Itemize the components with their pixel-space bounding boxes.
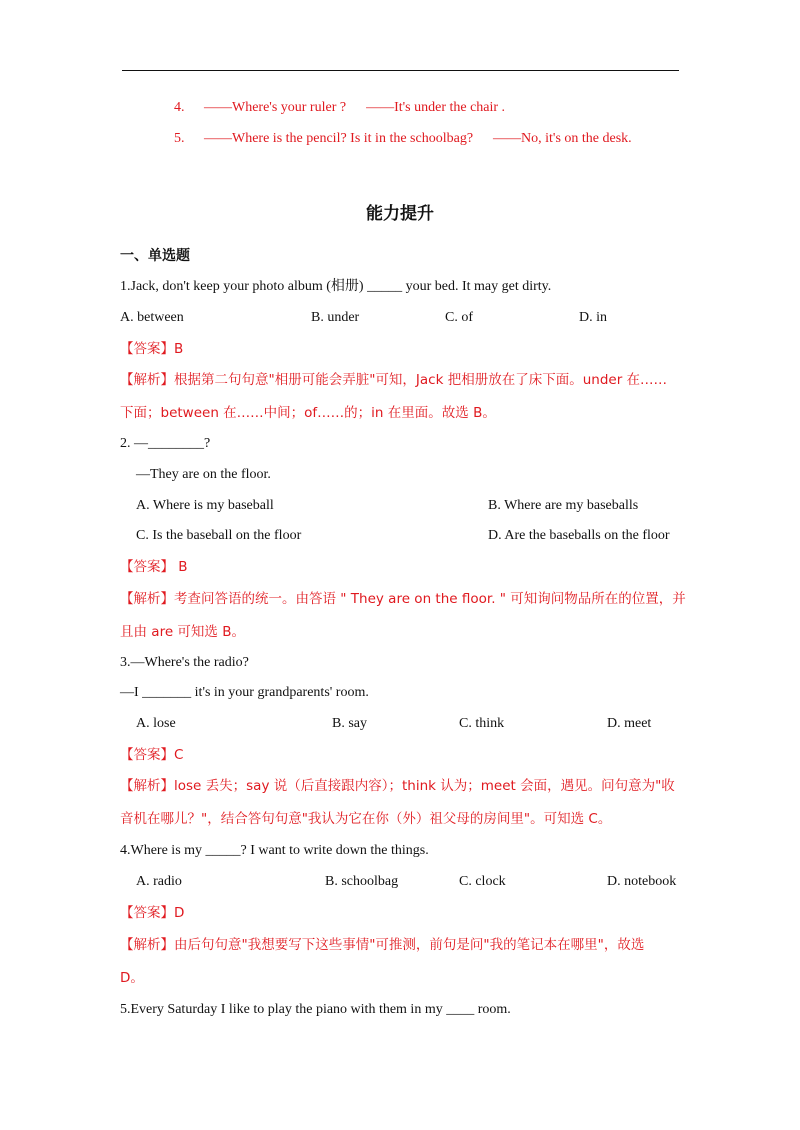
q1-option-d: D. in: [579, 310, 607, 325]
q1-answer: 【答案】B: [120, 341, 184, 357]
answer-number: 5.: [174, 131, 185, 146]
answer-reply: ——No, it's on the desk.: [493, 131, 632, 146]
q4-option-b: B. schoolbag: [325, 874, 399, 889]
q2-option-d: D. Are the baseballs on the floor: [488, 528, 670, 543]
answer-reply: ——It's under the chair .: [366, 100, 506, 115]
q4-answer: 【答案】D: [120, 905, 185, 921]
header-rule: [122, 70, 679, 71]
q1-option-b: B. under: [311, 310, 360, 325]
q2-analysis-line1: 【解析】考查问答语的统一。由答语 " They are on the floor. " 可知询问物品所在的位置，并: [120, 591, 686, 607]
q3-analysis-line1: 【解析】lose 丢失；say 说（后直接跟内容）；think 认为；meet 会面，遇见。问句意为"收: [120, 778, 675, 794]
q4-option-a: A. radio: [136, 874, 182, 889]
q2-option-b: B. Where are my baseballs: [488, 498, 639, 513]
answer-question: ——Where's your ruler ?: [204, 100, 347, 115]
q4-analysis-line1: 【解析】由后句句意"我想要写下这些事情"可推测，前句是问"我的笔记本在哪里"，故选: [120, 937, 645, 953]
question-3-stem: 3.—Where's the radio?: [120, 655, 249, 670]
q3-option-c: C. think: [459, 716, 505, 731]
question-3-reply: —I _______ it's in your grandparents' room.: [120, 685, 369, 700]
q3-analysis-line2: 音机在哪儿？"，结合答句句意"我认为它在你（外）祖父母的房间里"。可知选 C。: [120, 811, 612, 827]
question-2-reply: —They are on the floor.: [136, 467, 271, 482]
q4-option-c: C. clock: [459, 874, 506, 889]
q1-option-c: C. of: [445, 310, 473, 325]
q2-analysis-line2: 且由 are 可知选 B。: [120, 624, 245, 640]
q4-analysis-line2: D。: [120, 970, 144, 986]
q3-option-a: A. lose: [136, 716, 176, 731]
q2-option-c: C. Is the baseball on the floor: [136, 528, 302, 543]
answer-question: ——Where is the pencil? Is it in the schoolbag?: [204, 131, 474, 146]
question-1-stem: 1.Jack, don't keep your photo album (相册) _____ your bed. It may get dirty.: [120, 279, 552, 294]
q2-option-a: A. Where is my baseball: [136, 498, 274, 513]
answer-line-4: [174, 98, 505, 118]
part-title: 一、单选题: [120, 248, 190, 264]
q3-answer: 【答案】C: [120, 747, 184, 763]
q1-option-a: A. between: [120, 310, 184, 325]
q4-option-d: D. notebook: [607, 874, 677, 889]
q1-analysis-line2: 下面；between 在……中间；of……的；in 在里面。故选 B。: [120, 405, 496, 421]
question-2-stem: 2. —________?: [120, 436, 211, 451]
question-5-stem: 5.Every Saturday I like to play the piano with them in my ____ room.: [120, 1002, 511, 1017]
q3-option-d: D. meet: [607, 716, 652, 731]
q2-answer: 【答案】 B: [120, 559, 188, 575]
q1-analysis-line1: 【解析】根据第二句句意"相册可能会弄脏"可知，Jack 把相册放在了床下面。under 在……: [120, 372, 668, 388]
question-4-stem: 4.Where is my _____? I want to write down the things.: [120, 843, 429, 858]
q3-option-b: B. say: [332, 716, 367, 731]
answer-number: 4.: [174, 100, 185, 115]
section-title: 能力提升: [366, 204, 434, 224]
answer-line-5: [174, 129, 632, 149]
